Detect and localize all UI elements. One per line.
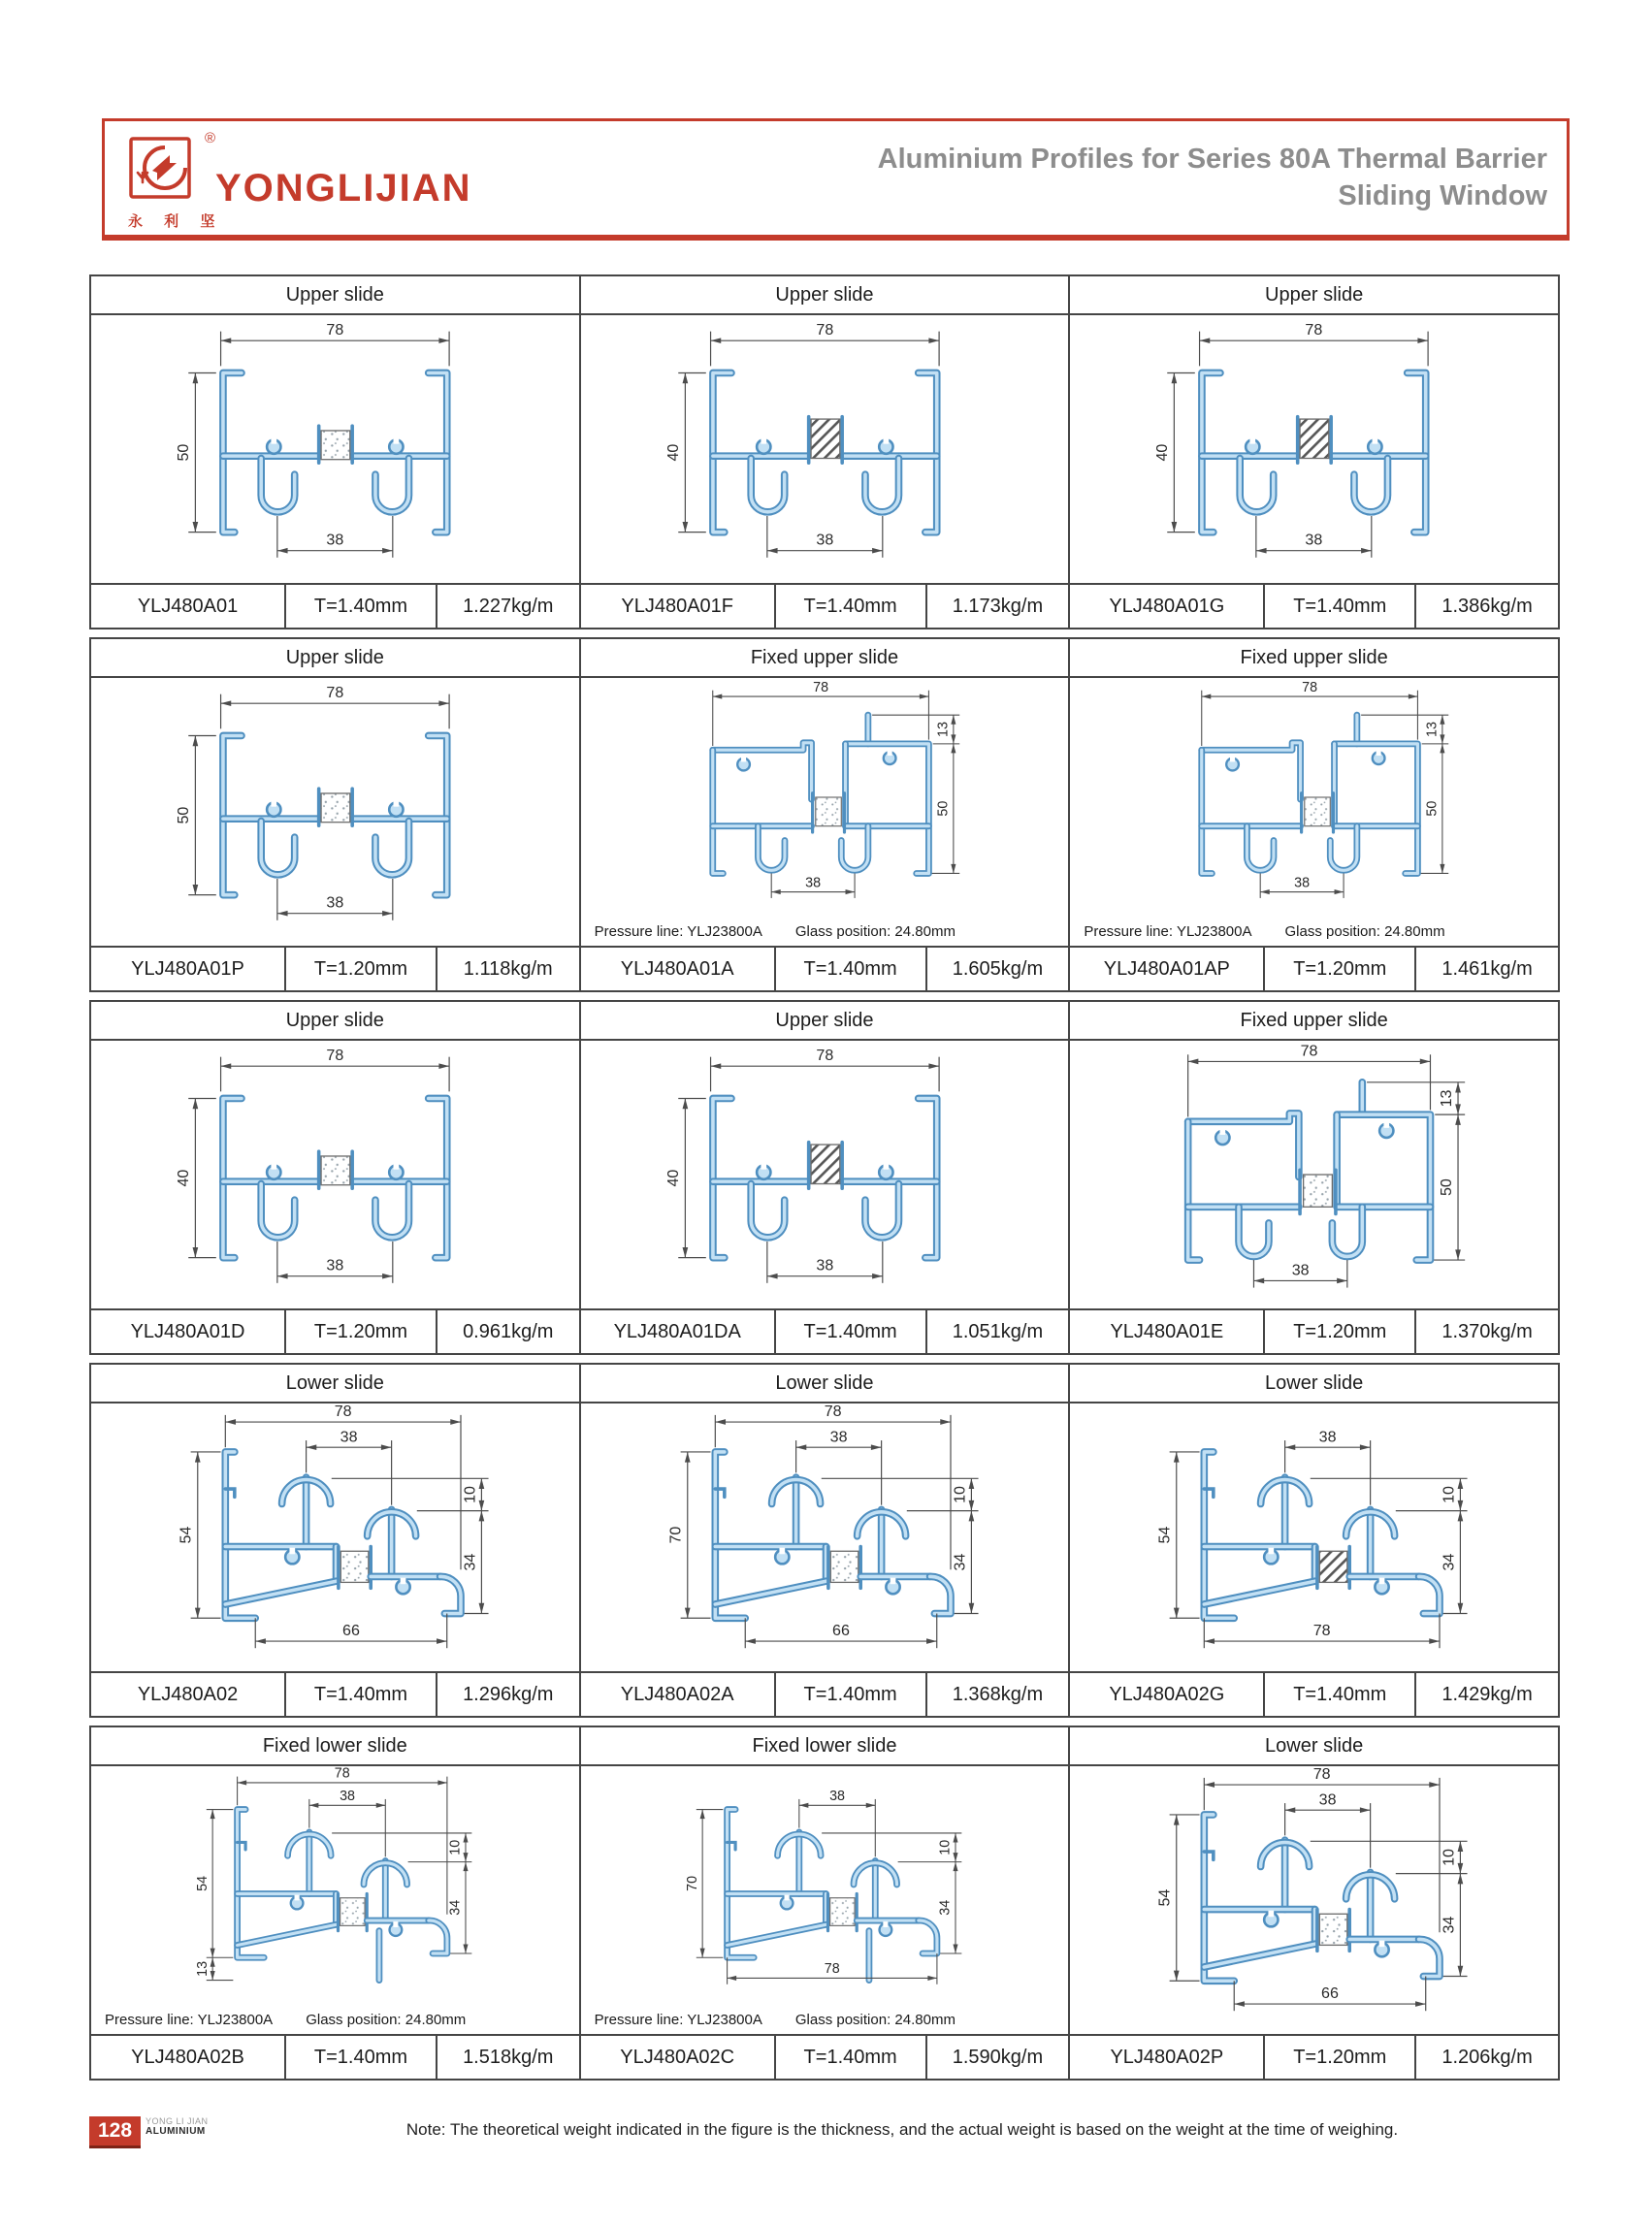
cell-body bbox=[91, 315, 579, 583]
profile-drawing bbox=[91, 1766, 579, 2005]
cell-title: Lower slide bbox=[91, 1365, 579, 1403]
page-title-line2: Sliding Window bbox=[1338, 179, 1547, 211]
weight: 1.590kg/m bbox=[952, 2046, 1044, 2068]
weight: 1.173kg/m bbox=[952, 595, 1044, 617]
thickness: T=1.40mm bbox=[286, 585, 437, 628]
cell-title: Upper slide bbox=[91, 639, 579, 678]
svg-text:38: 38 bbox=[804, 875, 821, 891]
cell-body bbox=[581, 1041, 1069, 1308]
footer-brand-material: ALUMINIUM bbox=[146, 2126, 206, 2137]
svg-text:38: 38 bbox=[326, 531, 344, 549]
cell-title: Lower slide bbox=[1070, 1365, 1558, 1403]
spec-row bbox=[91, 946, 579, 990]
svg-text:10: 10 bbox=[461, 1486, 479, 1503]
spec-row bbox=[1070, 946, 1558, 990]
svg-text:78: 78 bbox=[1302, 679, 1318, 695]
thickness: T=1.40mm bbox=[286, 1673, 437, 1716]
profile-cell bbox=[89, 637, 581, 992]
weight: 1.518kg/m bbox=[463, 2046, 554, 2068]
weight: 1.386kg/m bbox=[1441, 595, 1533, 617]
glass-position-text: Glass position: 24.80mm bbox=[306, 2011, 467, 2028]
profile-drawing bbox=[91, 1041, 579, 1308]
weight: 1.605kg/m bbox=[952, 957, 1044, 980]
svg-text:50: 50 bbox=[175, 806, 193, 824]
cell-body bbox=[1070, 1766, 1558, 2034]
svg-text:78: 78 bbox=[1300, 1042, 1318, 1060]
svg-text:78: 78 bbox=[816, 321, 833, 339]
grid-row bbox=[89, 1726, 1564, 2081]
profile-cell bbox=[579, 1726, 1071, 2081]
svg-text:70: 70 bbox=[666, 1526, 685, 1544]
profile-cell bbox=[1068, 637, 1560, 992]
cell-title: Upper slide bbox=[1070, 276, 1558, 315]
cell-body bbox=[581, 678, 1069, 946]
spec-row bbox=[581, 1308, 1069, 1353]
svg-text:38: 38 bbox=[1318, 1790, 1337, 1809]
svg-text:13: 13 bbox=[1438, 1089, 1456, 1108]
cell-title: Fixed upper slide bbox=[1070, 639, 1558, 678]
profile-drawing bbox=[581, 315, 1069, 583]
svg-text:78: 78 bbox=[334, 1766, 350, 1782]
cell-body bbox=[1070, 315, 1558, 583]
pressure-note bbox=[581, 917, 1069, 946]
svg-text:38: 38 bbox=[1318, 1428, 1337, 1446]
svg-text:38: 38 bbox=[340, 1788, 356, 1804]
svg-text:66: 66 bbox=[342, 1622, 360, 1640]
weight: 1.368kg/m bbox=[952, 1683, 1044, 1705]
svg-text:40: 40 bbox=[1153, 443, 1172, 462]
thickness: T=1.40mm bbox=[776, 948, 927, 990]
page-number-badge: 128 bbox=[89, 2116, 141, 2148]
svg-text:13: 13 bbox=[1424, 722, 1441, 737]
cell-title: Upper slide bbox=[91, 276, 579, 315]
spec-row bbox=[91, 1308, 579, 1353]
svg-text:38: 38 bbox=[1294, 875, 1311, 891]
svg-text:78: 78 bbox=[1305, 321, 1323, 339]
grid-row bbox=[89, 1000, 1564, 1355]
profile-drawing bbox=[581, 678, 1069, 917]
svg-text:10: 10 bbox=[950, 1486, 968, 1503]
svg-text:78: 78 bbox=[326, 1047, 344, 1065]
cell-title: Fixed upper slide bbox=[1070, 1002, 1558, 1041]
spec-row bbox=[91, 1671, 579, 1716]
profile-cell bbox=[1068, 274, 1560, 629]
svg-text:38: 38 bbox=[816, 531, 833, 549]
thickness: T=1.20mm bbox=[1265, 948, 1416, 990]
cell-body bbox=[91, 1041, 579, 1308]
cell-body bbox=[581, 315, 1069, 583]
svg-text:66: 66 bbox=[831, 1622, 850, 1640]
profile-cell bbox=[89, 1363, 581, 1718]
cell-title: Upper slide bbox=[91, 1002, 579, 1041]
footer-brand bbox=[146, 2116, 209, 2137]
spec-row bbox=[581, 583, 1069, 628]
pressure-note bbox=[91, 2005, 579, 2034]
thickness: T=1.20mm bbox=[286, 1310, 437, 1353]
weight: 1.429kg/m bbox=[1441, 1683, 1533, 1705]
svg-text:50: 50 bbox=[1438, 1178, 1456, 1197]
svg-text:78: 78 bbox=[326, 321, 344, 339]
svg-text:40: 40 bbox=[664, 443, 682, 462]
weight: 1.370kg/m bbox=[1441, 1320, 1533, 1342]
cell-body bbox=[91, 678, 579, 946]
cell-body bbox=[1070, 1403, 1558, 1671]
svg-text:34: 34 bbox=[1440, 1553, 1458, 1571]
thickness: T=1.20mm bbox=[1265, 2036, 1416, 2079]
cell-title: Upper slide bbox=[581, 1002, 1069, 1041]
profile-cell bbox=[579, 637, 1071, 992]
svg-text:40: 40 bbox=[175, 1169, 193, 1187]
profile-cell bbox=[1068, 1363, 1560, 1718]
cell-body bbox=[1070, 678, 1558, 946]
cell-body bbox=[91, 1403, 579, 1671]
weight: 1.206kg/m bbox=[1441, 2046, 1533, 2068]
brand-name: YONGLIJIAN bbox=[215, 166, 472, 210]
grid-row bbox=[89, 637, 1564, 992]
footer-brand-name: YONG LI JIAN bbox=[146, 2116, 209, 2126]
model-number: YLJ480A02P bbox=[1070, 2036, 1265, 2079]
weight: 1.296kg/m bbox=[463, 1683, 554, 1705]
thickness: T=1.40mm bbox=[776, 1673, 927, 1716]
spec-row bbox=[581, 946, 1069, 990]
thickness: T=1.40mm bbox=[776, 1310, 927, 1353]
svg-text:38: 38 bbox=[326, 1256, 344, 1274]
thickness: T=1.20mm bbox=[286, 948, 437, 990]
svg-text:34: 34 bbox=[447, 1899, 464, 1916]
svg-text:78: 78 bbox=[816, 1047, 833, 1065]
thickness: T=1.40mm bbox=[286, 2036, 437, 2079]
profile-drawing bbox=[1070, 1041, 1558, 1308]
svg-text:50: 50 bbox=[175, 443, 193, 462]
cell-title: Fixed lower slide bbox=[581, 1727, 1069, 1766]
logo-mark-icon bbox=[128, 129, 224, 230]
svg-text:38: 38 bbox=[1305, 531, 1323, 549]
svg-text:78: 78 bbox=[824, 1403, 842, 1421]
svg-text:54: 54 bbox=[194, 1875, 211, 1891]
pressure-note bbox=[581, 2005, 1069, 2034]
svg-text:34: 34 bbox=[1440, 1916, 1458, 1934]
footer-note: Note: The theoretical weight indicated in the figure is the thickness, and the actual weight is based on the weight at the time of weighing. bbox=[405, 2120, 1399, 2139]
model-number: YLJ480A02G bbox=[1070, 1673, 1265, 1716]
thickness: T=1.40mm bbox=[776, 585, 927, 628]
pressure-line-text: Pressure line: YLJ23800A bbox=[594, 922, 762, 940]
pressure-line-text: Pressure line: YLJ23800A bbox=[1084, 922, 1252, 940]
svg-text:78: 78 bbox=[326, 684, 344, 702]
spec-row bbox=[1070, 2034, 1558, 2079]
profile-cell bbox=[89, 1726, 581, 2081]
svg-text:38: 38 bbox=[816, 1256, 833, 1274]
profile-drawing bbox=[581, 1403, 1069, 1671]
weight: 1.461kg/m bbox=[1441, 957, 1533, 980]
model-number: YLJ480A02B bbox=[91, 2036, 286, 2079]
cell-body bbox=[581, 1403, 1069, 1671]
spec-row bbox=[91, 2034, 579, 2079]
spec-row bbox=[1070, 583, 1558, 628]
cell-body bbox=[1070, 1041, 1558, 1308]
thickness: T=1.20mm bbox=[1265, 1310, 1416, 1353]
profile-drawing bbox=[1070, 1403, 1558, 1671]
model-number: YLJ480A01D bbox=[91, 1310, 286, 1353]
model-number: YLJ480A02A bbox=[581, 1673, 776, 1716]
weight: 1.227kg/m bbox=[463, 595, 554, 617]
svg-text:78: 78 bbox=[1313, 1766, 1331, 1784]
svg-text:50: 50 bbox=[1424, 800, 1441, 817]
registered-mark: ® bbox=[204, 129, 215, 146]
cell-title: Upper slide bbox=[581, 276, 1069, 315]
thickness: T=1.40mm bbox=[1265, 585, 1416, 628]
spec-row bbox=[1070, 1671, 1558, 1716]
page-footer bbox=[89, 2116, 209, 2148]
svg-text:10: 10 bbox=[937, 1839, 954, 1855]
model-number: YLJ480A02 bbox=[91, 1673, 286, 1716]
svg-text:78: 78 bbox=[334, 1403, 352, 1421]
spec-row bbox=[1070, 1308, 1558, 1353]
pressure-line-text: Pressure line: YLJ23800A bbox=[105, 2011, 274, 2028]
pressure-line-text: Pressure line: YLJ23800A bbox=[594, 2011, 762, 2028]
profile-cell bbox=[579, 1363, 1071, 1718]
cell-title: Lower slide bbox=[581, 1365, 1069, 1403]
weight: 1.118kg/m bbox=[463, 957, 553, 980]
svg-text:34: 34 bbox=[950, 1553, 968, 1571]
svg-text:13: 13 bbox=[935, 722, 952, 737]
profile-cell bbox=[1068, 1726, 1560, 2081]
svg-text:38: 38 bbox=[326, 893, 344, 912]
model-number: YLJ480A01DA bbox=[581, 1310, 776, 1353]
svg-text:10: 10 bbox=[447, 1839, 464, 1855]
profile-cell bbox=[89, 1000, 581, 1355]
brand-logo bbox=[128, 129, 472, 230]
profile-drawing bbox=[1070, 315, 1558, 583]
profile-drawing bbox=[91, 315, 579, 583]
grid-row bbox=[89, 1363, 1564, 1718]
svg-text:78: 78 bbox=[824, 1961, 840, 1978]
svg-text:78: 78 bbox=[1313, 1622, 1331, 1640]
profile-cell bbox=[579, 274, 1071, 629]
svg-text:38: 38 bbox=[828, 1788, 845, 1804]
grid-row bbox=[89, 274, 1564, 629]
page-header bbox=[102, 118, 1570, 241]
spec-row bbox=[581, 2034, 1069, 2079]
model-number: YLJ480A01F bbox=[581, 585, 776, 628]
thickness: T=1.40mm bbox=[776, 2036, 927, 2079]
model-number: YLJ480A01G bbox=[1070, 585, 1265, 628]
glass-position-text: Glass position: 24.80mm bbox=[1284, 922, 1445, 940]
profile-drawing bbox=[1070, 1766, 1558, 2034]
cell-body bbox=[581, 1766, 1069, 2034]
svg-text:50: 50 bbox=[935, 800, 952, 817]
svg-text:54: 54 bbox=[177, 1526, 195, 1544]
profile-cell bbox=[89, 274, 581, 629]
model-number: YLJ480A01E bbox=[1070, 1310, 1265, 1353]
profile-drawing bbox=[581, 1041, 1069, 1308]
profile-drawing bbox=[91, 1403, 579, 1671]
svg-text:34: 34 bbox=[937, 1899, 954, 1916]
cell-title: Fixed lower slide bbox=[91, 1727, 579, 1766]
cell-title: Lower slide bbox=[1070, 1727, 1558, 1766]
brand-chinese: 永 利 坚 bbox=[128, 212, 224, 230]
profile-cell bbox=[579, 1000, 1071, 1355]
svg-text:10: 10 bbox=[1440, 1486, 1458, 1503]
svg-text:78: 78 bbox=[812, 679, 828, 695]
svg-text:38: 38 bbox=[340, 1428, 358, 1446]
profile-grid bbox=[89, 274, 1564, 2088]
svg-text:13: 13 bbox=[194, 1960, 211, 1977]
model-number: YLJ480A01P bbox=[91, 948, 286, 990]
svg-text:38: 38 bbox=[829, 1428, 848, 1446]
svg-text:10: 10 bbox=[1440, 1849, 1458, 1866]
svg-text:70: 70 bbox=[684, 1875, 700, 1891]
profile-cell bbox=[1068, 1000, 1560, 1355]
svg-text:38: 38 bbox=[1292, 1261, 1310, 1279]
svg-text:34: 34 bbox=[461, 1553, 479, 1571]
model-number: YLJ480A02C bbox=[581, 2036, 776, 2079]
glass-position-text: Glass position: 24.80mm bbox=[794, 922, 956, 940]
model-number: YLJ480A01 bbox=[91, 585, 286, 628]
svg-text:40: 40 bbox=[664, 1169, 682, 1187]
model-number: YLJ480A01AP bbox=[1070, 948, 1265, 990]
svg-text:54: 54 bbox=[1155, 1888, 1174, 1907]
thickness: T=1.40mm bbox=[1265, 1673, 1416, 1716]
model-number: YLJ480A01A bbox=[581, 948, 776, 990]
spec-row bbox=[91, 583, 579, 628]
profile-drawing bbox=[581, 1766, 1069, 2005]
glass-position-text: Glass position: 24.80mm bbox=[794, 2011, 956, 2028]
spec-row bbox=[581, 1671, 1069, 1716]
cell-body bbox=[91, 1766, 579, 2034]
weight: 1.051kg/m bbox=[952, 1320, 1044, 1342]
profile-drawing bbox=[1070, 678, 1558, 917]
weight: 0.961kg/m bbox=[463, 1320, 554, 1342]
svg-text:54: 54 bbox=[1155, 1526, 1174, 1544]
profile-drawing bbox=[91, 678, 579, 946]
page-title-line1: Aluminium Profiles for Series 80A Thermal Barrier bbox=[877, 143, 1547, 175]
page-title bbox=[878, 142, 1547, 214]
cell-title: Fixed upper slide bbox=[581, 639, 1069, 678]
svg-text:66: 66 bbox=[1321, 1984, 1340, 2003]
pressure-note bbox=[1070, 917, 1558, 946]
